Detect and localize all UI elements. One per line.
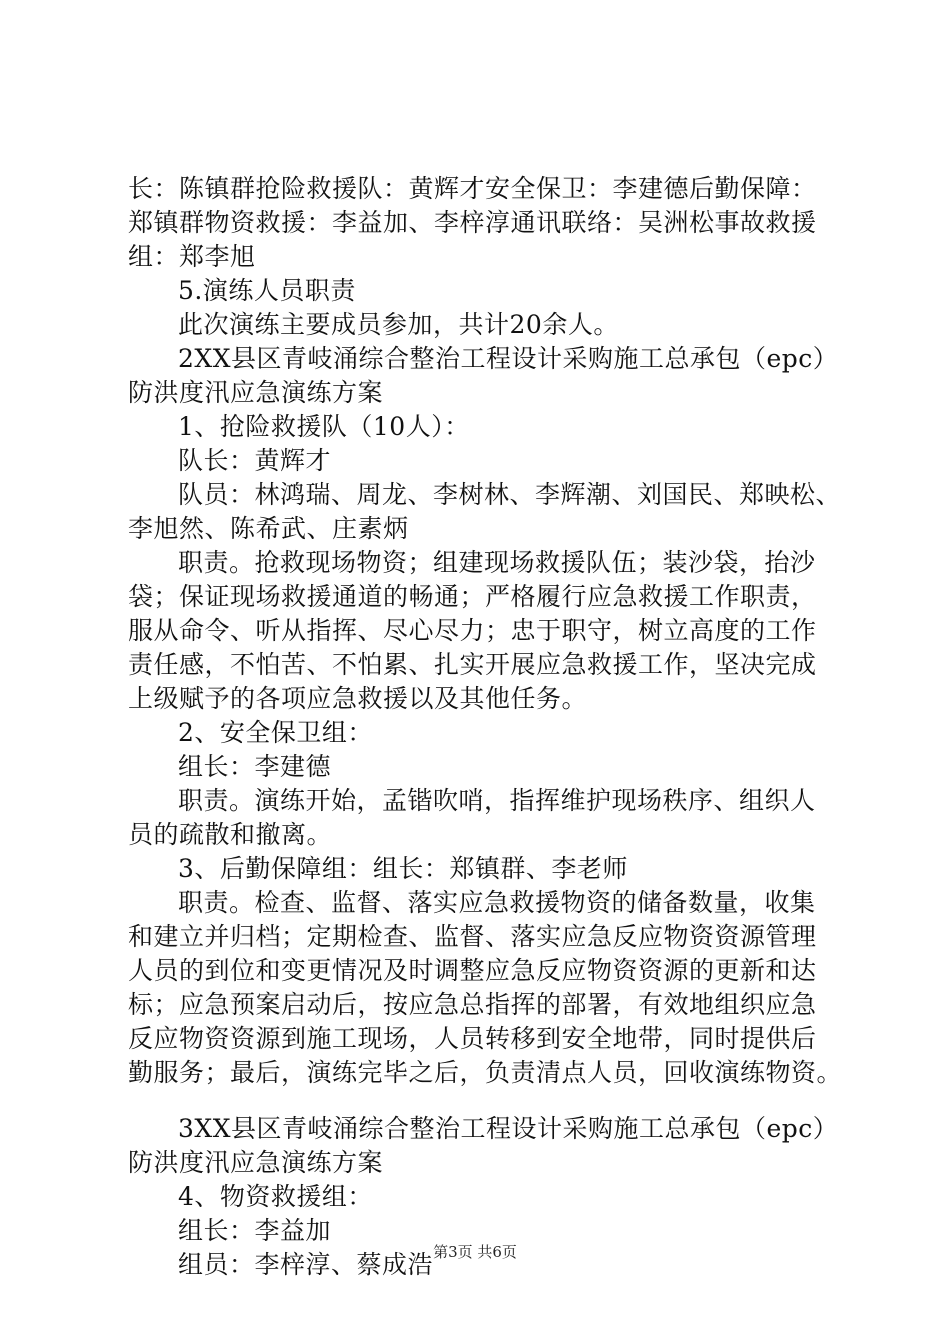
text-line: 和建立并归档；定期检查、监督、落实应急反应物资资源管理 bbox=[128, 922, 817, 951]
section-heading: 1、抢险救援队（10人）： bbox=[178, 412, 470, 441]
text-line: 服从命令、听从指挥、尽心尽力；忠于职守，树立高度的工作 bbox=[128, 616, 817, 645]
text-line: 标；应急预案启动后，按应急总指挥的部署，有效地组织应急 bbox=[128, 990, 817, 1019]
text-line: 队长：黄辉才 bbox=[178, 446, 332, 475]
section-heading: 4、物资救援组： bbox=[178, 1182, 373, 1211]
text-line: 反应物资资源到施工现场，人员转移到安全地带，同时提供后 bbox=[128, 1024, 817, 1053]
paragraph-gap bbox=[128, 1090, 863, 1112]
text-line: 此次演练主要成员参加，共计20余人。 bbox=[178, 310, 619, 339]
text-line: 员的疏散和撤离。 bbox=[128, 820, 333, 849]
text-line: 李旭然、陈希武、庄素炳 bbox=[128, 514, 409, 543]
text-line: 组：郑李旭 bbox=[128, 242, 256, 271]
text-line: 勤服务；最后，演练完毕之后，负责清点人员，回收演练物资。 bbox=[128, 1058, 843, 1087]
text-line: 职责。抢救现场物资；组建现场救援队伍；装沙袋，抬沙 bbox=[178, 548, 816, 577]
document-title: 2XX县区青岐涌综合整治工程设计采购施工总承包（epc） bbox=[178, 344, 839, 373]
text-line: 组长：李益加 bbox=[178, 1216, 332, 1245]
text-line: 责任感，不怕苦、不怕累、扎实开展应急救援工作，坚决完成 bbox=[128, 650, 817, 679]
text-line: 组员：李梓淳、蔡成浩 bbox=[178, 1250, 434, 1279]
document-body bbox=[128, 172, 863, 1282]
text-line: 长：陈镇群抢险救援队：黄辉才安全保卫：李建德后勤保障： bbox=[128, 174, 817, 203]
text-line: 袋；保证现场救援通道的畅通；严格履行应急救援工作职责， bbox=[128, 582, 817, 611]
text-line: 人员的到位和变更情况及时调整应急反应物资资源的更新和达 bbox=[128, 956, 817, 985]
text-line: 职责。检查、监督、落实应急救援物资的储备数量，收集 bbox=[178, 888, 816, 917]
document-title: 3XX县区青岐涌综合整治工程设计采购施工总承包（epc） bbox=[178, 1114, 839, 1143]
text-line: 组长：李建德 bbox=[178, 752, 332, 781]
page-number: 第3页 共6页 bbox=[433, 1243, 517, 1261]
text-line: 上级赋予的各项应急救援以及其他任务。 bbox=[128, 684, 588, 713]
section-heading: 2、安全保卫组： bbox=[178, 718, 373, 747]
text-line: 郑镇群物资救援：李益加、李梓淳通讯联络：吴洲松事故救援 bbox=[128, 208, 817, 237]
section-heading: 5.演练人员职责 bbox=[178, 276, 356, 305]
text-line: 职责。演练开始，孟锴吹哨，指挥维护现场秩序、组织人 bbox=[178, 786, 816, 815]
text-line: 队员：林鸿瑞、周龙、李树林、李辉潮、刘国民、郑映松、 bbox=[178, 480, 842, 509]
page-footer bbox=[0, 1242, 950, 1262]
document-title: 防洪度汛应急演练方案 bbox=[128, 378, 384, 407]
document-title: 防洪度汛应急演练方案 bbox=[128, 1148, 384, 1177]
section-heading: 3、后勤保障组：组长：郑镇群、李老师 bbox=[178, 854, 628, 883]
